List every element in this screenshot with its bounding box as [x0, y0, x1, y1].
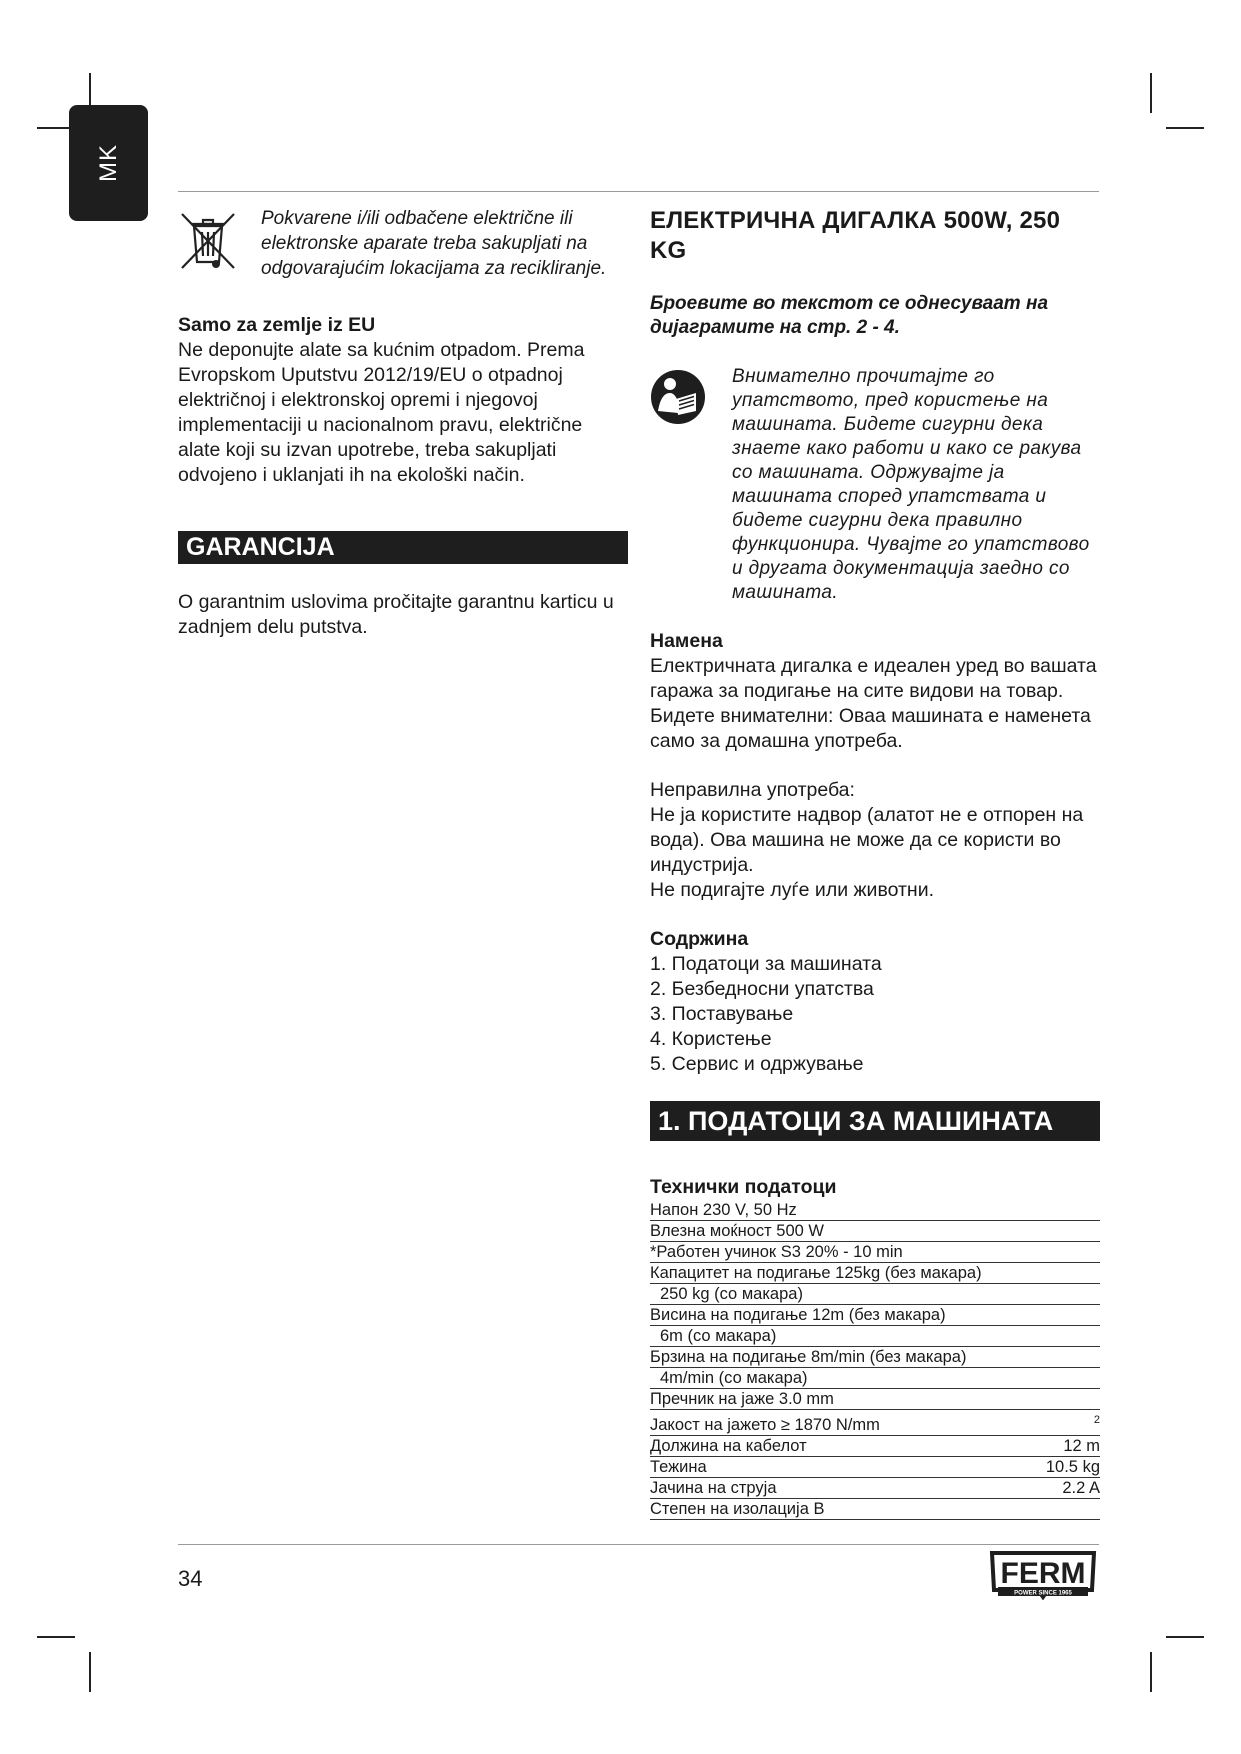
warranty-text: O garantnim uslovima pročitajte garantnu karticu u zadnjem delu putstva. [178, 591, 614, 638]
table-row [650, 1347, 1100, 1368]
read-manual-text: Внимателно прочитајте го упатството, пред користење на машината. Бидете сигурни дека знаете како работи и како се ракува со машината. Одржувајте ја машината според упатствата и бидете сигурни дека правилно функционира. Чувајте го упатствово и другата документација заедно со машината. [732, 366, 1090, 603]
spec-cell: 2.2 A [1014, 1477, 1100, 1498]
product-title: ЕЛЕКТРИЧНА ДИГАЛКА 500W, 250 KG [650, 207, 1061, 264]
contents-heading: Содржина [650, 928, 749, 950]
table-row [650, 1284, 1100, 1305]
ferm-logo [988, 1550, 1098, 1600]
spec-cell: Капацитет на подигање 125kg (без макара) [650, 1263, 1100, 1284]
crop-mark [1150, 1652, 1152, 1692]
eu-text: Ne deponujte alate sa kućnim otpadom. Prema Evropskom Uputstvu 2012/19/EU o otpadnoj električnoj i elektronskoj opremi i njegovoj implementaciji u nacionalnom pravu, električne alate koji su izvan upotrebe, treba sakupljati odvojeno i uklanjati ih na ekološki način. [178, 339, 585, 486]
spec-cell: 10.5 kg [1014, 1456, 1100, 1477]
table-row [650, 1200, 1100, 1221]
spec-cell: Влезна моќност 500 W [650, 1221, 1100, 1242]
table-row [650, 1305, 1100, 1326]
contents-list [650, 952, 1100, 1077]
misuse-text: Не подигајте луѓе или животни. [650, 879, 935, 901]
ferm-logo-tagline: POWER SINCE 1965 [1014, 1590, 1072, 1597]
diagram-reference-note: Броевите во текстот се однесуваат на дијаграмите на стр. 2 - 4. [650, 293, 1049, 338]
spec-heading: Технички податоци [650, 1176, 837, 1198]
spec-cell: 6m (со макара) [650, 1326, 1100, 1347]
misuse-heading: Неправилна употреба: [650, 779, 855, 801]
section-title: 1. ПОДАТОЦИ ЗА МАШИНАТА [658, 1106, 1054, 1136]
contents-item: 3. Поставување [650, 1003, 794, 1025]
read-manual-icon [650, 369, 706, 425]
purpose-heading: Намена [650, 630, 723, 652]
table-row [650, 1410, 1100, 1436]
table-row [650, 1263, 1100, 1284]
spec-cell: Јачина на струја [650, 1477, 1014, 1498]
crop-mark [89, 1652, 91, 1692]
table-row [650, 1326, 1100, 1347]
weee-notice [178, 200, 628, 280]
bottom-rule [178, 1544, 1099, 1545]
section-title-bar [650, 1101, 1100, 1141]
crop-mark [1166, 1636, 1204, 1638]
spec-cell: Напон 230 V, 50 Hz [650, 1200, 1100, 1221]
spec-cell: Јакост на јажето ≥ 1870 N/mm [650, 1410, 1014, 1436]
contents-item: 2. Безбедносни упатства [650, 978, 874, 1000]
read-manual-notice [650, 365, 1100, 605]
page-number: 34 [178, 1566, 203, 1591]
table-row [650, 1242, 1100, 1263]
crop-mark [37, 1636, 75, 1638]
language-tab [69, 105, 148, 221]
crossed-bin-icon [178, 210, 238, 272]
purpose-text: Електричната дигалка е идеален уред во вашата гаража за подигање на сите видови на товар. Бидете внимателни: Оваа машината е наменета само за домашна употреба. [650, 655, 1097, 752]
spec-table [650, 1200, 1100, 1520]
ferm-logo-text: FERM [1000, 1557, 1086, 1590]
spec-cell [1014, 1410, 1100, 1436]
table-row [650, 1498, 1100, 1519]
spec-cell: 250 kg (со макара) [650, 1284, 1100, 1305]
misuse-text: Не ја користите надвор (алатот не е отпорен на вода). Ова машина не може да се користи во индустрија. [650, 804, 1084, 876]
spec-cell: 12 m [1014, 1435, 1100, 1456]
language-tab-label: MK [94, 144, 122, 182]
superscript: 2 [1093, 1414, 1100, 1426]
spec-cell: *Работен учинок S3 20% - 10 min [650, 1242, 1100, 1263]
spec-cell: 4m/min (со макара) [650, 1368, 1100, 1389]
table-row [650, 1456, 1100, 1477]
spec-cell: Висина на подигање 12m (без макара) [650, 1305, 1100, 1326]
warranty-title: GARANCIJA [186, 533, 335, 561]
top-rule [178, 191, 1099, 192]
table-row [650, 1221, 1100, 1242]
table-row [650, 1389, 1100, 1410]
table-row [650, 1368, 1100, 1389]
spec-cell: Брзина на подигање 8m/min (без макара) [650, 1347, 1100, 1368]
contents-item: 4. Користење [650, 1028, 772, 1050]
right-column [650, 200, 1100, 1520]
crop-mark [1150, 73, 1152, 113]
warranty-title-bar [178, 531, 628, 564]
weee-text: Pokvarene i/ili odbačene električne ili elektronske aparate treba sakupljati na odgovarajućim lokacijama za recikliranje. [261, 208, 607, 279]
spec-cell: Степен на изолација B [650, 1498, 1100, 1519]
eu-heading: Samo za zemlje iz EU [178, 314, 376, 336]
spec-cell: Должина на кабелот [650, 1435, 1014, 1456]
table-row [650, 1477, 1100, 1498]
spec-cell: Пречник на јаже 3.0 mm [650, 1389, 1100, 1410]
crop-mark [1166, 127, 1204, 129]
spec-cell: Тежина [650, 1456, 1014, 1477]
contents-item: 1. Податоци за машината [650, 953, 882, 975]
table-row [650, 1435, 1100, 1456]
left-column [178, 200, 628, 640]
contents-item: 5. Сервис и одржување [650, 1053, 864, 1075]
